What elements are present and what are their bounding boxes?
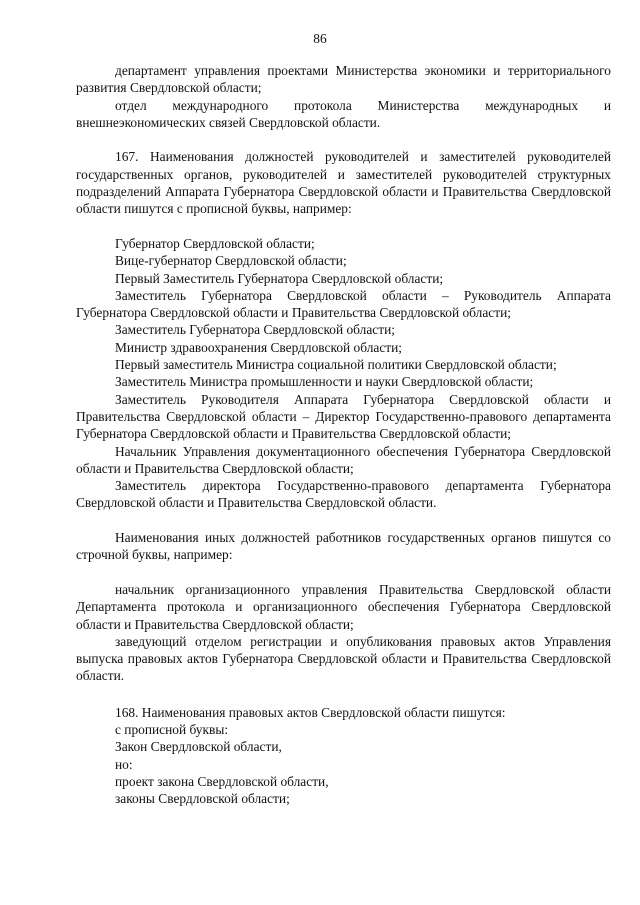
list-item: Губернатор Свердловской области; xyxy=(115,235,315,251)
list-item: с прописной буквы: xyxy=(115,721,229,737)
paragraph-gap xyxy=(76,131,611,148)
list-item: Первый заместитель Министра социальной политики Свердловской области; xyxy=(115,357,557,373)
list-item: заведующий отделом регистрации и опубликования правовых актов Управления выпуска правовых актов Губернатора Свердловской области и Правительства Свердловской области. xyxy=(76,633,611,684)
list-item: Заместитель Министра промышленности и науки Свердловской области; xyxy=(115,374,534,390)
list-item: Начальник Управления документационного обеспечения Губернатора Свердловской области и Правительства Свердловской области; xyxy=(76,443,611,476)
list-item: Вице-губернатор Свердловской области; xyxy=(115,253,347,269)
list-item: Министр здравоохранения Свердловской области; xyxy=(115,339,403,355)
paragraph-gap xyxy=(76,564,611,581)
paragraph-gap xyxy=(76,685,611,704)
paragraph: Наименования иных должностей работников государственных органов пишутся со строчной буквы, например: xyxy=(76,530,611,563)
list-item: законы Свердловской области; xyxy=(115,791,290,807)
list-item: Заместитель директора Государственно-правового департамента Губернатора Свердловской области и Правительства Свердловской области. xyxy=(76,478,611,511)
paragraph: отдел международного протокола Министерства международных и внешнеэкономических связей Свердловской области. xyxy=(76,97,611,130)
document-body xyxy=(76,62,611,807)
list-item: начальник организационного управления Правительства Свердловской области Департамента протокола и организационного обеспечения Губернатора Свердловской области и Правительства Свердловской области; xyxy=(76,581,611,632)
list-item: проект закона Свердловской области, xyxy=(115,773,329,789)
list-item: Заместитель Губернатора Свердловской области; xyxy=(115,322,395,338)
paragraph: 167. Наименования должностей руководителей и заместителей руководителей государственных органов, руководителей и заместителей руководителей структурных подразделений Аппарата Губернатора Свердловской области и Правительства Свердловской области пишутся с прописной буквы, например: xyxy=(76,149,611,217)
list-item: Закон Свердловской области, xyxy=(115,739,282,755)
paragraph: 168. Наименования правовых актов Свердловской области пишутся: xyxy=(115,704,506,720)
paragraph-gap xyxy=(76,218,611,235)
page-number: 86 xyxy=(313,31,327,46)
paragraph-gap xyxy=(76,512,611,529)
list-item: Заместитель Руководителя Аппарата Губернатора Свердловской области и Правительства Свердловской области – Директор Государственно-правового департамента Губернатора Свердловской области и Правительства Свердловской области; xyxy=(76,391,611,442)
list-item: Первый Заместитель Губернатора Свердловской области; xyxy=(115,270,444,286)
list-item: но: xyxy=(115,756,133,772)
list-item: Заместитель Губернатора Свердловской области – Руководитель Аппарата Губернатора Свердловской области и Правительства Свердловской области; xyxy=(76,287,611,321)
paragraph: департамент управления проектами Министерства экономики и территориального развития Свердловской области; xyxy=(76,63,611,96)
